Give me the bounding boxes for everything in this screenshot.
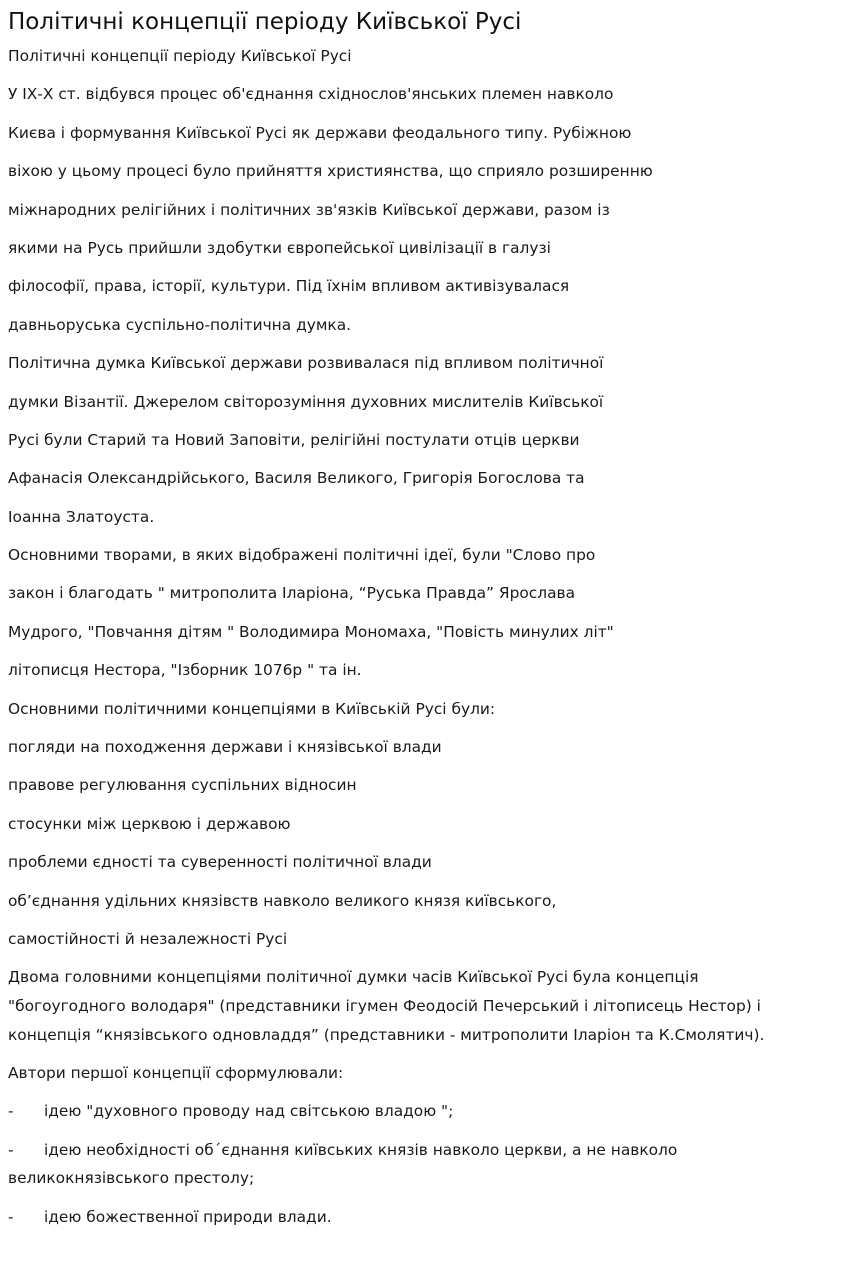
page-title: Політичні концепції періоду Київської Русі <box>8 9 522 35</box>
text-line: думки Візантії. Джерелом світорозуміння духовних мислителів Київської <box>8 392 604 411</box>
text-line: У ІХ-Х ст. відбувся процес об'єднання східнослов'янських племен навколо <box>8 85 614 104</box>
document-body <box>8 37 839 1236</box>
list-item: правове регулювання суспільних відносин <box>8 776 357 795</box>
text-line: Афанасія Олександрійського, Василя Великого, Григорія Богослова та <box>8 469 585 488</box>
list-item: проблеми єдності та суверенності політичної влади <box>8 853 432 872</box>
text-line: Політичні концепції періоду Київської Русі <box>8 47 352 65</box>
list-item: самостійності й незалежності Русі <box>8 929 288 948</box>
text-line: "богоугодного володаря" (представники ігумен Феодосій Печерський і літописець Нестор) і <box>8 996 761 1015</box>
bullet-item <box>8 1198 839 1236</box>
text-line: філософії, права, історії, культури. Під їхнім впливом активізувалася <box>8 277 570 296</box>
text-line: віхою у цьому процесі було прийняття християнства, що сприяло розширенню <box>8 162 653 181</box>
bullet-dash: - <box>8 1102 14 1121</box>
list-item: погляди на походження держави і князівської влади <box>8 738 442 757</box>
bullet-dash: - <box>8 1140 14 1159</box>
text-line: Мудрого, "Повчання дітям " Володимира Мономаха, "Повість минулих літ" <box>8 622 614 641</box>
text-line: міжнародних релігійних і політичних зв'язків Київської держави, разом із <box>8 200 610 219</box>
text-line: закон і благодать " митрополита Іларіона, “Руська Правда” Ярослава <box>8 584 576 603</box>
bullet-item <box>8 1131 839 1198</box>
list-item: об’єднання удільних князівств навколо великого князя київського, <box>8 891 557 910</box>
text-line: Політична думка Київської держави розвивалася під впливом політичної <box>8 354 604 373</box>
bullet-text: ідею божественної природи влади. <box>44 1207 332 1226</box>
text-line: Основними творами, в яких відображені політичні ідеї, були "Слово про <box>8 546 596 565</box>
text-line: концепція “князівського одновладдя” (представники - митрополити Іларіон та К.Смолятич). <box>8 1025 765 1044</box>
text-line: якими на Русь прийшли здобутки європейської цивілізації в галузі <box>8 238 551 257</box>
authors-intro: Автори першої концепції сформулювали: <box>8 1063 344 1082</box>
document-page <box>0 7 847 1261</box>
text-line: Русі були Старий та Новий Заповіти, релігійні постулати отців церкви <box>8 430 580 449</box>
bullet-dash: - <box>8 1207 14 1226</box>
text-line: давньоруська суспільно-політична думка. <box>8 315 352 334</box>
concepts-paragraph <box>8 958 839 1054</box>
bullet-text: ідею "духовного проводу над світською владою "; <box>44 1102 454 1121</box>
bullet-item <box>8 1092 839 1130</box>
text-line: Двома головними концепціями політичної думки часів Київської Русі була концепція <box>8 968 699 987</box>
bullet-text-continued: великокнязівського престолу; <box>8 1169 255 1188</box>
text-line: Києва і формування Київської Русі як держави феодального типу. Рубіжною <box>8 123 632 142</box>
bullet-text: ідею необхідності об΄єднання київських князів навколо церкви, а не навколо <box>44 1140 678 1159</box>
text-line: Іоанна Златоуста. <box>8 507 155 526</box>
list-item: стосунки між церквою і державою <box>8 814 291 833</box>
text-line: Основними політичними концепціями в Київській Русі були: <box>8 699 496 718</box>
text-line: літописця Нестора, "Ізборник 1076р " та ін. <box>8 661 362 680</box>
